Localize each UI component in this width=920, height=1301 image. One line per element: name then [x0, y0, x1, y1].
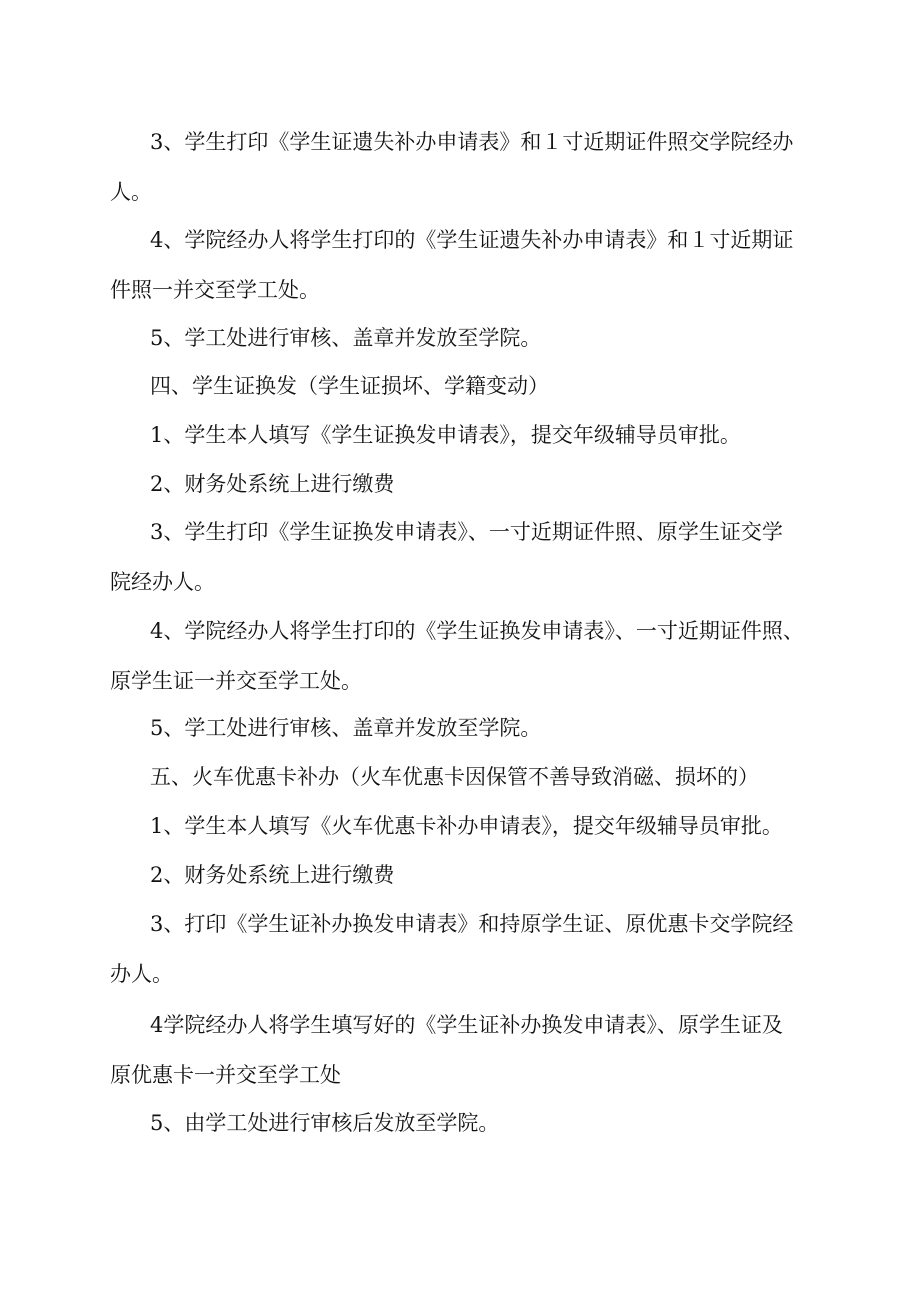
section-heading-card-replacement [110, 371, 822, 401]
paragraph-line: 3、打印《学生证补办换发申请表》和持原学生证、原优惠卡交学院经 [150, 912, 794, 936]
paragraph-line: 原优惠卡一并交至学工处 [110, 1063, 341, 1087]
paragraph-line: 件照一并交至学工处。 [110, 278, 320, 302]
paragraph-step-5-lost-card [110, 323, 822, 353]
paragraph-step-3-replacement [110, 517, 822, 597]
paragraph-line: 2、财务处系统上进行缴费 [150, 472, 395, 496]
paragraph-line: 5、学工处进行审核、盖章并发放至学院。 [150, 716, 542, 740]
paragraph-line: 1、学生本人填写《火车优惠卡补办申请表》，提交年级辅导员审批。 [150, 814, 783, 838]
paragraph-step-4-lost-card [110, 225, 822, 305]
paragraph-line: 3、学生打印《学生证遗失补办申请表》和１寸近期证件照交学院经办 [150, 130, 794, 154]
paragraph-step-4-replacement [110, 616, 822, 696]
paragraph-step-3-train-card [110, 909, 822, 989]
paragraph-line: 4、学院经办人将学生打印的《学生证遗失补办申请表》和１寸近期证 [150, 228, 794, 252]
section-heading-train-card [110, 762, 822, 792]
paragraph-line: 4学院经办人将学生填写好的《学生证补办换发申请表》、原学生证及 [150, 1013, 783, 1037]
paragraph-step-5-train-card [110, 1108, 822, 1138]
paragraph-step-1-train-card [110, 811, 822, 841]
paragraph-line: 院经办人。 [110, 570, 215, 594]
paragraph-line: 4、学院经办人将学生打印的《学生证换发申请表》、一寸近期证件照、 [150, 619, 804, 643]
paragraph-line: 办人。 [110, 962, 173, 986]
paragraph-line: 3、学生打印《学生证换发申请表》、一寸近期证件照、原学生证交学 [150, 520, 783, 544]
paragraph-step-3-lost-card [110, 127, 822, 207]
paragraph-line: 2、财务处系统上进行缴费 [150, 863, 395, 887]
paragraph-line: 五、火车优惠卡补办（火车优惠卡因保管不善导致消磁、损坏的） [150, 765, 759, 789]
paragraph-step-2-train-card [110, 860, 822, 890]
paragraph-step-5-replacement [110, 713, 822, 743]
paragraph-line: 四、学生证换发（学生证损坏、学籍变动） [150, 374, 549, 398]
paragraph-line: 人。 [110, 180, 152, 204]
paragraph-step-1-replacement [110, 420, 822, 450]
paragraph-line: 1、学生本人填写《学生证换发申请表》，提交年级辅导员审批。 [150, 423, 741, 447]
paragraph-line: 5、由学工处进行审核后发放至学院。 [150, 1111, 500, 1135]
paragraph-line: 5、学工处进行审核、盖章并发放至学院。 [150, 326, 542, 350]
paragraph-step-2-replacement [110, 469, 822, 499]
paragraph-step-4-train-card [110, 1010, 822, 1090]
paragraph-line: 原学生证一并交至学工处。 [110, 669, 362, 693]
